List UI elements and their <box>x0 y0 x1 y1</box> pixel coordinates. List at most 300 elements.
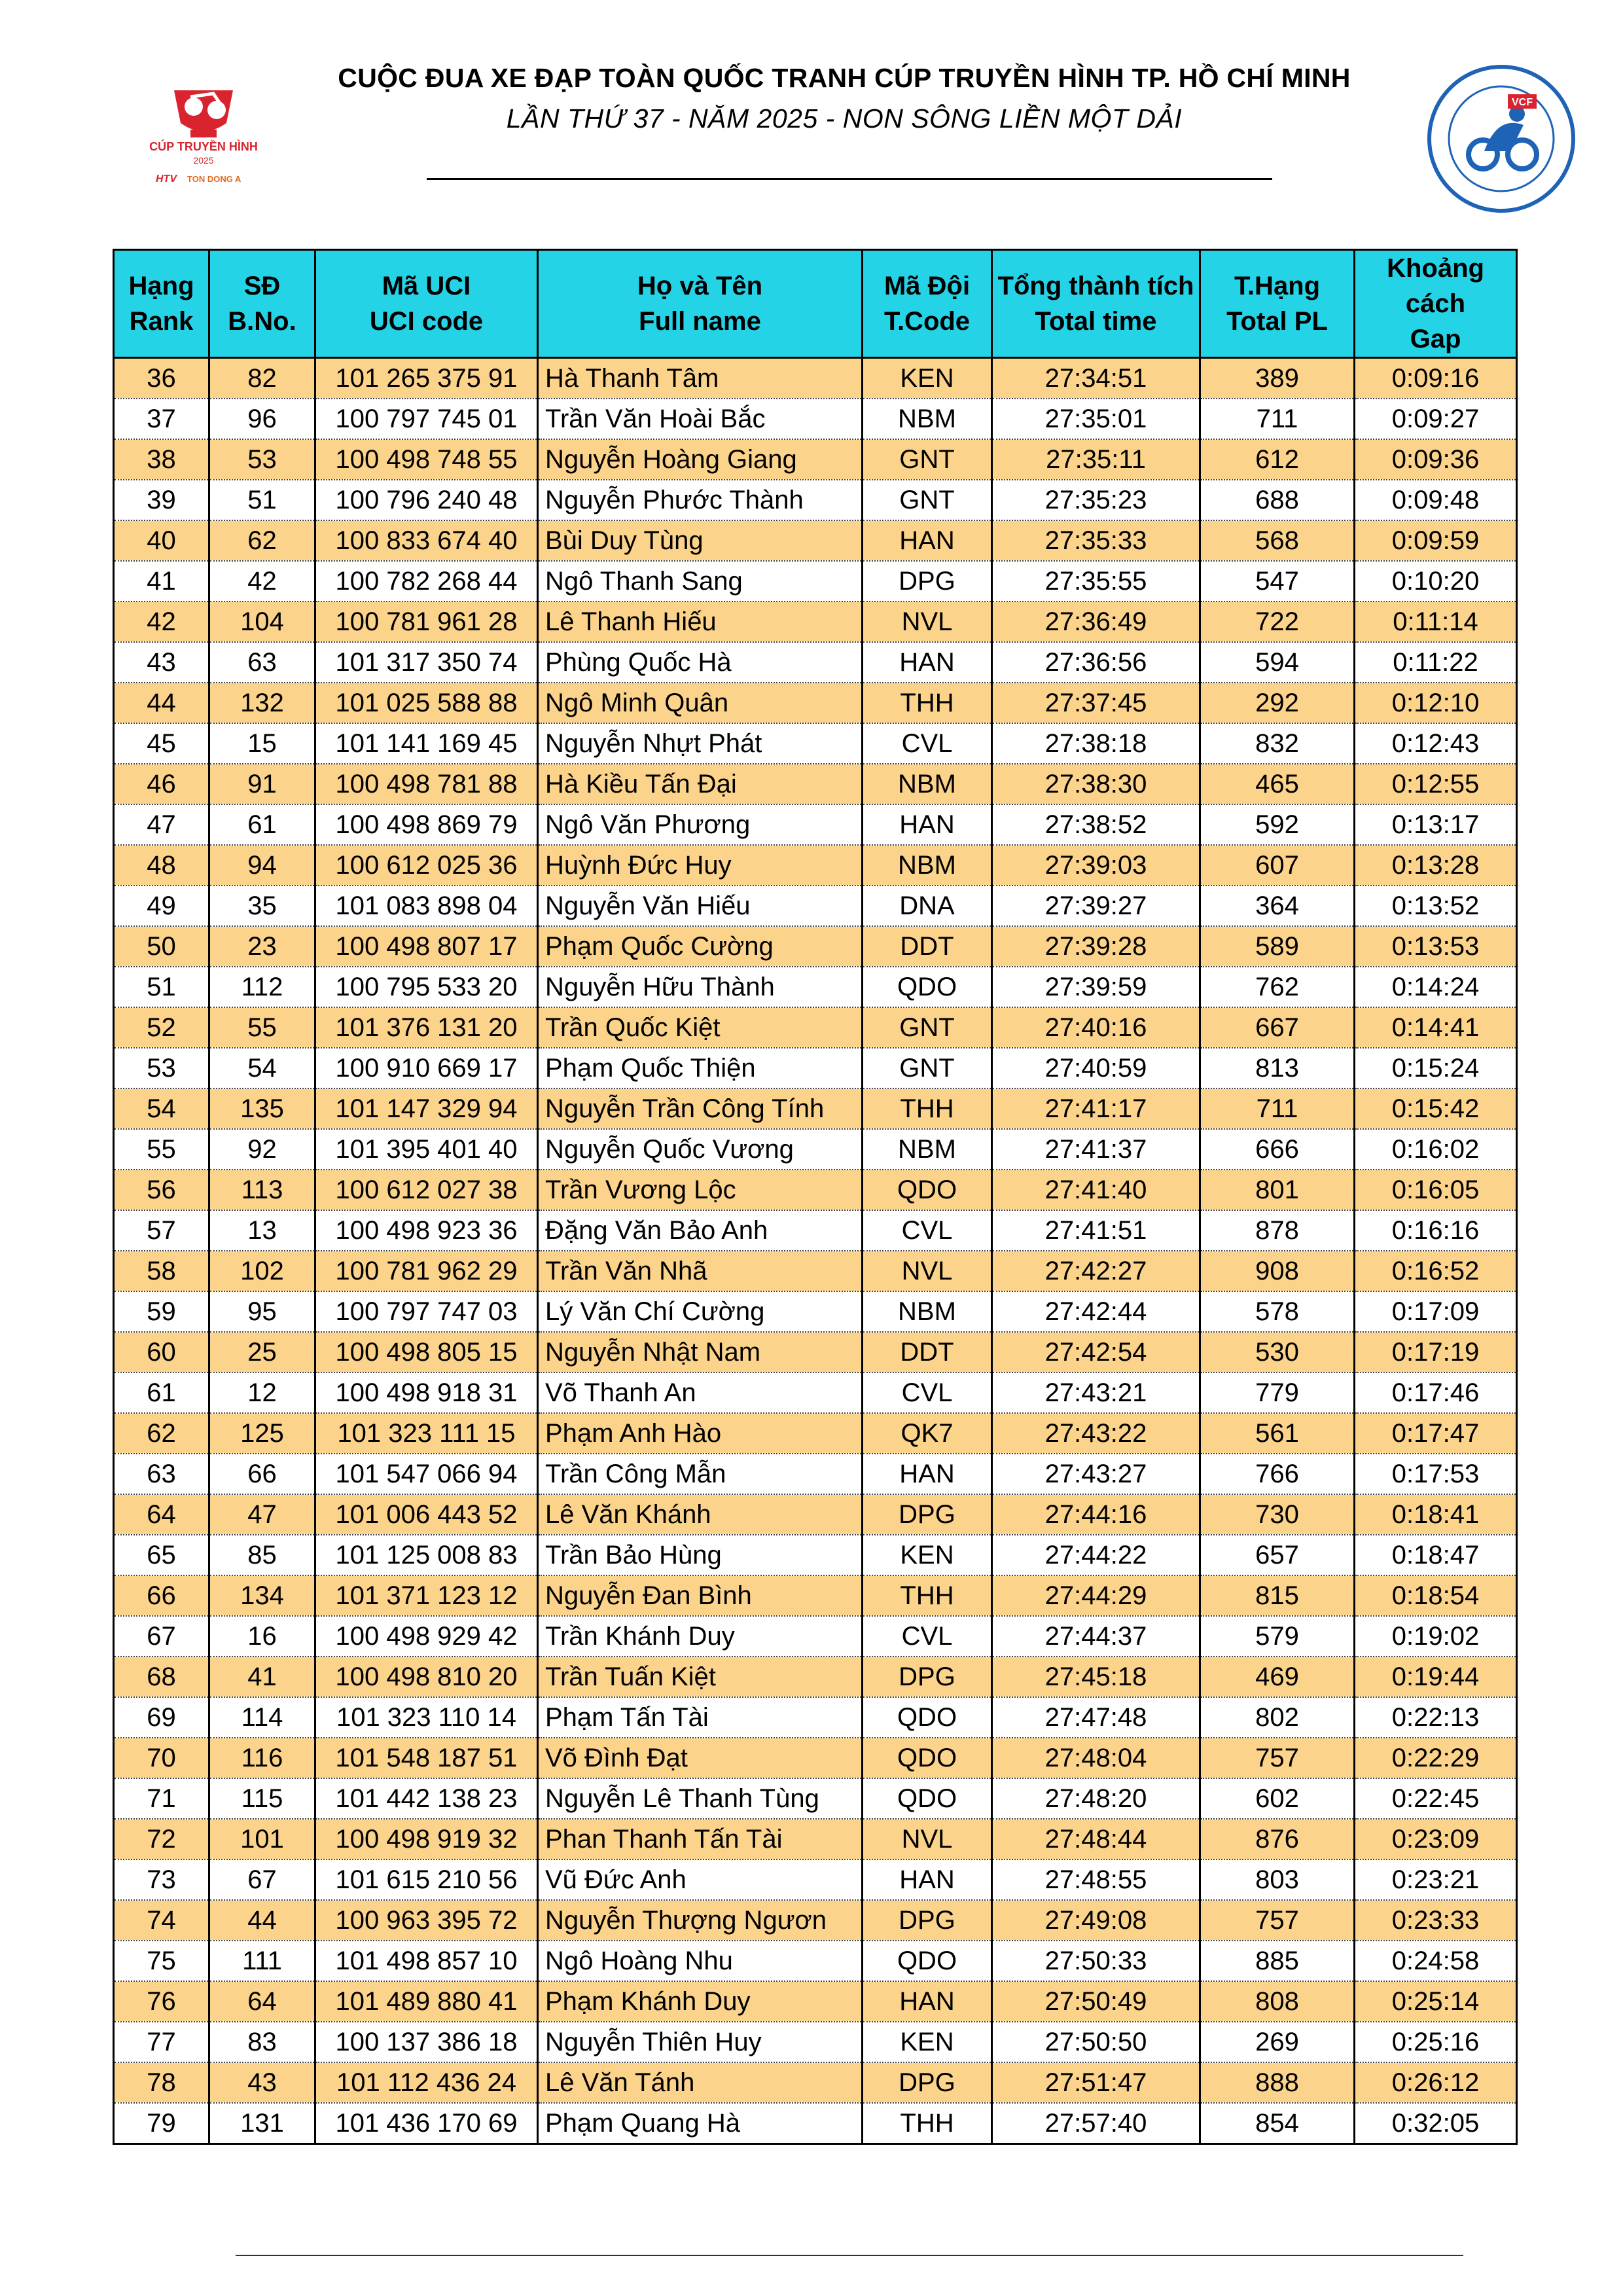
uci-code-cell: 101 548 187 51 <box>315 1738 538 1778</box>
team-code-cell: NVL <box>863 1251 992 1291</box>
full-name-cell: Phùng Quốc Hà <box>538 642 863 683</box>
table-row <box>114 764 1517 804</box>
gap-cell: 0:09:36 <box>1355 439 1517 480</box>
team-code-cell: QDO <box>863 1697 992 1738</box>
bib-cell: 16 <box>209 1616 315 1657</box>
bib-cell: 35 <box>209 886 315 926</box>
uci-code-cell: 100 498 807 17 <box>315 926 538 967</box>
gap-cell: 0:13:17 <box>1355 804 1517 845</box>
total-pl-cell: 802 <box>1200 1697 1355 1738</box>
bib-cell: 85 <box>209 1535 315 1575</box>
full-name-cell: Trần Vương Lộc <box>538 1170 863 1210</box>
total-time-cell: 27:34:51 <box>992 358 1200 399</box>
uci-code-cell: 101 323 110 14 <box>315 1697 538 1738</box>
rank-cell: 46 <box>114 764 209 804</box>
total-time-cell: 27:48:20 <box>992 1778 1200 1819</box>
team-code-cell: NBM <box>863 845 992 886</box>
total-pl-cell: 757 <box>1200 1738 1355 1778</box>
team-code-cell: CVL <box>863 1372 992 1413</box>
page-title: CUỘC ĐUA XE ĐẠP TOÀN QUỐC TRANH CÚP TRUYỀN HÌNH TP. HỒ CHÍ MINH <box>338 63 1351 93</box>
bib-cell: 91 <box>209 764 315 804</box>
full-name-cell: Nguyễn Đan Bình <box>538 1575 863 1616</box>
results-table <box>113 249 1518 2145</box>
bib-cell: 96 <box>209 399 315 439</box>
rank-cell: 43 <box>114 642 209 683</box>
bib-cell: 94 <box>209 845 315 886</box>
table-row <box>114 926 1517 967</box>
gap-cell: 0:11:22 <box>1355 642 1517 683</box>
uci-code-cell: 100 498 869 79 <box>315 804 538 845</box>
team-code-cell: HAN <box>863 520 992 561</box>
team-code-cell: HAN <box>863 642 992 683</box>
table-row <box>114 2022 1517 2062</box>
sponsor-htv: HTV <box>156 173 177 185</box>
rank-cell: 63 <box>114 1454 209 1494</box>
total-time-cell: 27:36:56 <box>992 642 1200 683</box>
total-time-cell: 27:35:11 <box>992 439 1200 480</box>
table-row <box>114 1494 1517 1535</box>
team-code-cell: KEN <box>863 2022 992 2062</box>
table-row <box>114 642 1517 683</box>
rank-cell: 49 <box>114 886 209 926</box>
full-name-cell: Ngô Văn Phương <box>538 804 863 845</box>
gap-cell: 0:16:16 <box>1355 1210 1517 1251</box>
bib-cell: 114 <box>209 1697 315 1738</box>
total-pl-cell: 579 <box>1200 1616 1355 1657</box>
table-row <box>114 1413 1517 1454</box>
table-row <box>114 1616 1517 1657</box>
team-code-cell: THH <box>863 2103 992 2144</box>
rank-cell: 71 <box>114 1778 209 1819</box>
bib-cell: 47 <box>209 1494 315 1535</box>
bib-cell: 54 <box>209 1048 315 1088</box>
total-pl-cell: 854 <box>1200 2103 1355 2144</box>
uci-code-cell: 100 498 748 55 <box>315 439 538 480</box>
table-row <box>114 1372 1517 1413</box>
gap-cell: 0:17:53 <box>1355 1454 1517 1494</box>
total-time-cell: 27:41:17 <box>992 1088 1200 1129</box>
rank-cell: 56 <box>114 1170 209 1210</box>
full-name-cell: Nguyễn Nhựt Phát <box>538 723 863 764</box>
total-pl-cell: 876 <box>1200 1819 1355 1859</box>
bib-cell: 41 <box>209 1657 315 1697</box>
vcf-logo <box>1425 63 1577 215</box>
full-name-cell: Ngô Hoàng Nhu <box>538 1941 863 1981</box>
bib-cell: 13 <box>209 1210 315 1251</box>
team-code-cell: CVL <box>863 1616 992 1657</box>
gap-cell: 0:15:42 <box>1355 1088 1517 1129</box>
total-time-cell: 27:40:59 <box>992 1048 1200 1088</box>
rank-cell: 54 <box>114 1088 209 1129</box>
table-row <box>114 1981 1517 2022</box>
rank-cell: 58 <box>114 1251 209 1291</box>
total-pl-cell: 657 <box>1200 1535 1355 1575</box>
team-code-cell: CVL <box>863 723 992 764</box>
uci-code-cell: 100 137 386 18 <box>315 2022 538 2062</box>
table-row <box>114 358 1517 399</box>
table-row <box>114 1454 1517 1494</box>
gap-cell: 0:19:44 <box>1355 1657 1517 1697</box>
full-name-cell: Trần Văn Nhã <box>538 1251 863 1291</box>
uci-code-cell: 100 498 919 32 <box>315 1819 538 1859</box>
full-name-cell: Hà Thanh Tâm <box>538 358 863 399</box>
total-time-cell: 27:38:30 <box>992 764 1200 804</box>
total-pl-cell: 808 <box>1200 1981 1355 2022</box>
gap-cell: 0:13:28 <box>1355 845 1517 886</box>
total-pl-cell: 389 <box>1200 358 1355 399</box>
rank-cell: 69 <box>114 1697 209 1738</box>
bib-cell: 132 <box>209 683 315 723</box>
uci-code-cell: 100 782 268 44 <box>315 561 538 601</box>
uci-code-cell: 101 498 857 10 <box>315 1941 538 1981</box>
gap-cell: 0:09:59 <box>1355 520 1517 561</box>
total-pl-cell: 688 <box>1200 480 1355 520</box>
total-pl-cell: 888 <box>1200 2062 1355 2103</box>
rank-cell: 45 <box>114 723 209 764</box>
full-name-cell: Ngô Thanh Sang <box>538 561 863 601</box>
uci-code-cell: 100 498 810 20 <box>315 1657 538 1697</box>
gap-cell: 0:17:19 <box>1355 1332 1517 1372</box>
uci-code-cell: 100 910 669 17 <box>315 1048 538 1088</box>
bib-cell: 53 <box>209 439 315 480</box>
team-code-cell: HAN <box>863 1981 992 2022</box>
total-time-cell: 27:40:16 <box>992 1007 1200 1048</box>
full-name-cell: Nguyễn Hoàng Giang <box>538 439 863 480</box>
gap-cell: 0:09:16 <box>1355 358 1517 399</box>
total-time-cell: 27:35:23 <box>992 480 1200 520</box>
gap-cell: 0:23:21 <box>1355 1859 1517 1900</box>
table-row <box>114 1697 1517 1738</box>
full-name-cell: Lê Văn Khánh <box>538 1494 863 1535</box>
bib-cell: 25 <box>209 1332 315 1372</box>
table-row <box>114 845 1517 886</box>
full-name-cell: Nguyễn Thượng Ngươn <box>538 1900 863 1941</box>
team-code-cell: DPG <box>863 1900 992 1941</box>
gap-cell: 0:13:53 <box>1355 926 1517 967</box>
cup-truyen-hinh-logo <box>128 77 279 195</box>
team-code-cell: GNT <box>863 480 992 520</box>
rank-cell: 68 <box>114 1657 209 1697</box>
team-code-cell: QDO <box>863 1738 992 1778</box>
team-code-cell: QDO <box>863 967 992 1007</box>
full-name-cell: Đặng Văn Bảo Anh <box>538 1210 863 1251</box>
rank-cell: 77 <box>114 2022 209 2062</box>
table-row <box>114 683 1517 723</box>
uci-code-cell: 100 796 240 48 <box>315 480 538 520</box>
uci-code-cell: 101 006 443 52 <box>315 1494 538 1535</box>
total-pl-cell: 594 <box>1200 642 1355 683</box>
total-pl-cell: 730 <box>1200 1494 1355 1535</box>
full-name-cell: Phạm Quốc Cường <box>538 926 863 967</box>
total-time-cell: 27:51:47 <box>992 2062 1200 2103</box>
full-name-cell: Nguyễn Quốc Vương <box>538 1129 863 1170</box>
full-name-cell: Trần Công Mẫn <box>538 1454 863 1494</box>
header-divider <box>427 178 1272 180</box>
team-code-cell: QDO <box>863 1778 992 1819</box>
total-pl-cell: 465 <box>1200 764 1355 804</box>
col-header-bib: SĐ B.No. <box>209 250 315 358</box>
rank-cell: 37 <box>114 399 209 439</box>
table-row <box>114 1819 1517 1859</box>
rank-cell: 73 <box>114 1859 209 1900</box>
bib-cell: 42 <box>209 561 315 601</box>
uci-code-cell: 100 797 745 01 <box>315 399 538 439</box>
bib-cell: 104 <box>209 601 315 642</box>
full-name-cell: Ngô Minh Quân <box>538 683 863 723</box>
gap-cell: 0:25:14 <box>1355 1981 1517 2022</box>
cyclist-trophy-icon <box>174 90 233 137</box>
full-name-cell: Trần Bảo Hùng <box>538 1535 863 1575</box>
rank-cell: 66 <box>114 1575 209 1616</box>
uci-code-cell: 101 317 350 74 <box>315 642 538 683</box>
team-code-cell: NVL <box>863 601 992 642</box>
full-name-cell: Nguyễn Văn Hiếu <box>538 886 863 926</box>
team-code-cell: DPG <box>863 1657 992 1697</box>
gap-cell: 0:23:09 <box>1355 1819 1517 1859</box>
team-code-cell: CVL <box>863 1210 992 1251</box>
rank-cell: 76 <box>114 1981 209 2022</box>
team-code-cell: GNT <box>863 439 992 480</box>
rank-cell: 47 <box>114 804 209 845</box>
bib-cell: 131 <box>209 2103 315 2144</box>
bib-cell: 43 <box>209 2062 315 2103</box>
full-name-cell: Phạm Quốc Thiện <box>538 1048 863 1088</box>
total-pl-cell: 813 <box>1200 1048 1355 1088</box>
gap-cell: 0:16:02 <box>1355 1129 1517 1170</box>
gap-cell: 0:10:20 <box>1355 561 1517 601</box>
col-header-rank: Hạng Rank <box>114 250 209 358</box>
total-time-cell: 27:41:51 <box>992 1210 1200 1251</box>
full-name-cell: Võ Thanh An <box>538 1372 863 1413</box>
rank-cell: 70 <box>114 1738 209 1778</box>
rank-cell: 48 <box>114 845 209 886</box>
gap-cell: 0:25:16 <box>1355 2022 1517 2062</box>
bib-cell: 92 <box>209 1129 315 1170</box>
total-pl-cell: 607 <box>1200 845 1355 886</box>
rank-cell: 78 <box>114 2062 209 2103</box>
col-header-uci: Mã UCI UCI code <box>315 250 538 358</box>
full-name-cell: Hà Kiều Tấn Đại <box>538 764 863 804</box>
uci-code-cell: 101 083 898 04 <box>315 886 538 926</box>
bib-cell: 115 <box>209 1778 315 1819</box>
rank-cell: 59 <box>114 1291 209 1332</box>
uci-code-cell: 101 395 401 40 <box>315 1129 538 1170</box>
table-row <box>114 1210 1517 1251</box>
total-pl-cell: 602 <box>1200 1778 1355 1819</box>
vcf-text: VCF <box>1512 97 1533 108</box>
gap-cell: 0:23:33 <box>1355 1900 1517 1941</box>
rank-cell: 60 <box>114 1332 209 1372</box>
team-code-cell: DDT <box>863 1332 992 1372</box>
rank-cell: 50 <box>114 926 209 967</box>
gap-cell: 0:22:13 <box>1355 1697 1517 1738</box>
total-time-cell: 27:43:21 <box>992 1372 1200 1413</box>
uci-code-cell: 100 498 923 36 <box>315 1210 538 1251</box>
full-name-cell: Trần Văn Hoài Bắc <box>538 399 863 439</box>
team-code-cell: HAN <box>863 1859 992 1900</box>
total-time-cell: 27:44:22 <box>992 1535 1200 1575</box>
total-time-cell: 27:48:04 <box>992 1738 1200 1778</box>
uci-code-cell: 101 547 066 94 <box>315 1454 538 1494</box>
total-pl-cell: 757 <box>1200 1900 1355 1941</box>
total-pl-cell: 711 <box>1200 399 1355 439</box>
uci-code-cell: 101 376 131 20 <box>315 1007 538 1048</box>
full-name-cell: Trần Quốc Kiệt <box>538 1007 863 1048</box>
logo-year: 2025 <box>193 155 214 166</box>
uci-code-cell: 100 498 929 42 <box>315 1616 538 1657</box>
sponsor-tondonga: TON DONG A <box>187 174 241 184</box>
bib-cell: 63 <box>209 642 315 683</box>
total-time-cell: 27:48:55 <box>992 1859 1200 1900</box>
bib-cell: 135 <box>209 1088 315 1129</box>
total-pl-cell: 803 <box>1200 1859 1355 1900</box>
total-pl-cell: 269 <box>1200 2022 1355 2062</box>
team-code-cell: QDO <box>863 1941 992 1981</box>
table-row <box>114 1657 1517 1697</box>
table-row <box>114 520 1517 561</box>
rank-cell: 62 <box>114 1413 209 1454</box>
team-code-cell: DDT <box>863 926 992 967</box>
rank-cell: 44 <box>114 683 209 723</box>
table-row <box>114 1900 1517 1941</box>
bib-cell: 82 <box>209 358 315 399</box>
table-header-row <box>114 250 1517 358</box>
table-row <box>114 1859 1517 1900</box>
bib-cell: 113 <box>209 1170 315 1210</box>
full-name-cell: Phạm Anh Hào <box>538 1413 863 1454</box>
total-pl-cell: 815 <box>1200 1575 1355 1616</box>
total-pl-cell: 469 <box>1200 1657 1355 1697</box>
uci-code-cell: 101 442 138 23 <box>315 1778 538 1819</box>
team-code-cell: DPG <box>863 561 992 601</box>
bib-cell: 112 <box>209 967 315 1007</box>
rank-cell: 36 <box>114 358 209 399</box>
total-time-cell: 27:45:18 <box>992 1657 1200 1697</box>
full-name-cell: Phan Thanh Tấn Tài <box>538 1819 863 1859</box>
uci-code-cell: 101 436 170 69 <box>315 2103 538 2144</box>
bib-cell: 67 <box>209 1859 315 1900</box>
uci-code-cell: 101 025 588 88 <box>315 683 538 723</box>
rank-cell: 57 <box>114 1210 209 1251</box>
total-pl-cell: 592 <box>1200 804 1355 845</box>
uci-code-cell: 101 112 436 24 <box>315 2062 538 2103</box>
gap-cell: 0:14:24 <box>1355 967 1517 1007</box>
uci-code-cell: 100 612 027 38 <box>315 1170 538 1210</box>
table-row <box>114 561 1517 601</box>
total-time-cell: 27:43:22 <box>992 1413 1200 1454</box>
full-name-cell: Lý Văn Chí Cường <box>538 1291 863 1332</box>
rank-cell: 55 <box>114 1129 209 1170</box>
rank-cell: 64 <box>114 1494 209 1535</box>
table-row <box>114 2103 1517 2144</box>
team-code-cell: HAN <box>863 804 992 845</box>
bib-cell: 44 <box>209 1900 315 1941</box>
rank-cell: 42 <box>114 601 209 642</box>
full-name-cell: Trần Tuấn Kiệt <box>538 1657 863 1697</box>
page-subtitle: LẦN THỨ 37 - NĂM 2025 - NON SÔNG LIỀN MỘT DẢI <box>506 103 1183 134</box>
team-code-cell: GNT <box>863 1048 992 1088</box>
bib-cell: 64 <box>209 1981 315 2022</box>
rank-cell: 41 <box>114 561 209 601</box>
total-time-cell: 27:50:33 <box>992 1941 1200 1981</box>
gap-cell: 0:18:47 <box>1355 1535 1517 1575</box>
full-name-cell: Lê Văn Tánh <box>538 2062 863 2103</box>
rank-cell: 65 <box>114 1535 209 1575</box>
full-name-cell: Lê Thanh Hiếu <box>538 601 863 642</box>
team-code-cell: DPG <box>863 2062 992 2103</box>
table-row <box>114 439 1517 480</box>
bib-cell: 95 <box>209 1291 315 1332</box>
uci-code-cell: 101 323 111 15 <box>315 1413 538 1454</box>
total-time-cell: 27:41:40 <box>992 1170 1200 1210</box>
table-row <box>114 1738 1517 1778</box>
uci-code-cell: 101 489 880 41 <box>315 1981 538 2022</box>
table-row <box>114 804 1517 845</box>
table-row <box>114 399 1517 439</box>
full-name-cell: Nguyễn Hữu Thành <box>538 967 863 1007</box>
team-code-cell: KEN <box>863 358 992 399</box>
total-pl-cell: 885 <box>1200 1941 1355 1981</box>
team-code-cell: QDO <box>863 1170 992 1210</box>
total-pl-cell: 530 <box>1200 1332 1355 1372</box>
table-row <box>114 1575 1517 1616</box>
gap-cell: 0:14:41 <box>1355 1007 1517 1048</box>
uci-code-cell: 100 498 918 31 <box>315 1372 538 1413</box>
gap-cell: 0:09:27 <box>1355 399 1517 439</box>
uci-code-cell: 101 615 210 56 <box>315 1859 538 1900</box>
total-pl-cell: 292 <box>1200 683 1355 723</box>
total-time-cell: 27:50:49 <box>992 1981 1200 2022</box>
full-name-cell: Nguyễn Lê Thanh Tùng <box>538 1778 863 1819</box>
table-row <box>114 967 1517 1007</box>
table-row <box>114 601 1517 642</box>
table-row <box>114 1007 1517 1048</box>
full-name-cell: Võ Đình Đạt <box>538 1738 863 1778</box>
bib-cell: 51 <box>209 480 315 520</box>
full-name-cell: Vũ Đức Anh <box>538 1859 863 1900</box>
total-time-cell: 27:48:44 <box>992 1819 1200 1859</box>
footer-divider <box>236 2255 1463 2256</box>
rank-cell: 53 <box>114 1048 209 1088</box>
full-name-cell: Trần Khánh Duy <box>538 1616 863 1657</box>
gap-cell: 0:32:05 <box>1355 2103 1517 2144</box>
gap-cell: 0:26:12 <box>1355 2062 1517 2103</box>
uci-code-cell: 100 833 674 40 <box>315 520 538 561</box>
full-name-cell: Phạm Tấn Tài <box>538 1697 863 1738</box>
total-pl-cell: 779 <box>1200 1372 1355 1413</box>
table-row <box>114 1048 1517 1088</box>
total-time-cell: 27:39:03 <box>992 845 1200 886</box>
table-row <box>114 1291 1517 1332</box>
gap-cell: 0:18:54 <box>1355 1575 1517 1616</box>
full-name-cell: Bùi Duy Tùng <box>538 520 863 561</box>
rank-cell: 40 <box>114 520 209 561</box>
total-time-cell: 27:47:48 <box>992 1697 1200 1738</box>
table-row <box>114 2062 1517 2103</box>
gap-cell: 0:22:45 <box>1355 1778 1517 1819</box>
gap-cell: 0:12:43 <box>1355 723 1517 764</box>
total-time-cell: 27:36:49 <box>992 601 1200 642</box>
table-row <box>114 1778 1517 1819</box>
gap-cell: 0:16:05 <box>1355 1170 1517 1210</box>
uci-code-cell: 101 125 008 83 <box>315 1535 538 1575</box>
uci-code-cell: 101 265 375 91 <box>315 358 538 399</box>
total-time-cell: 27:44:29 <box>992 1575 1200 1616</box>
total-pl-cell: 667 <box>1200 1007 1355 1048</box>
rank-cell: 75 <box>114 1941 209 1981</box>
total-time-cell: 27:50:50 <box>992 2022 1200 2062</box>
gap-cell: 0:17:46 <box>1355 1372 1517 1413</box>
